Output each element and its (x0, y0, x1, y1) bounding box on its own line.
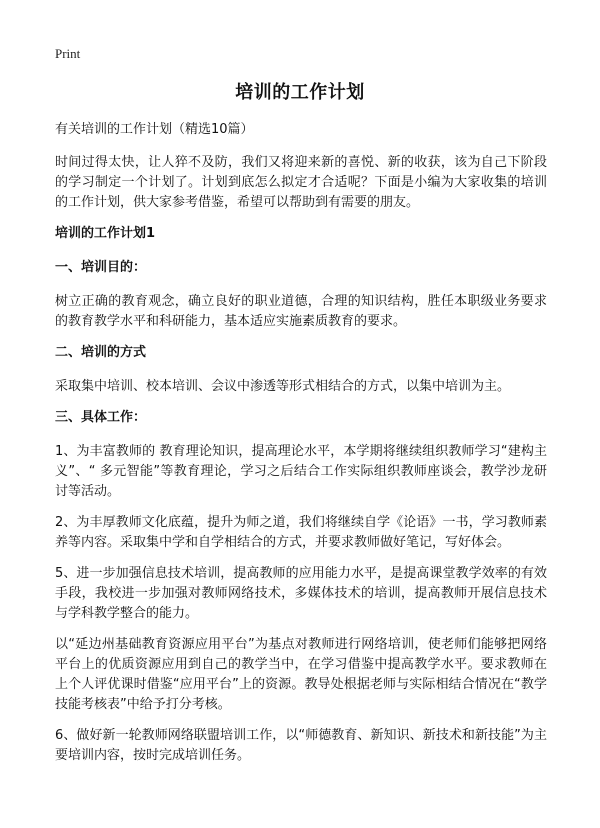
print-link[interactable]: Print (55, 46, 81, 61)
intro-paragraph: 时间过得太快，让人猝不及防，我们又将迎来新的喜悦、新的收获，该为自己下阶段的学习制定一个计划了。计划到底怎么拟定才合适呢？下面是小编为大家收集的培训的工作计划，供大家参考借鉴，希望可以帮助到有需要的朋友。 (55, 155, 547, 210)
work-item-6: 6、做好新一轮教师网络联盟培训工作，以“师德教育、新知识、新技术和新技能”为主要培训内容，按时完成培训任务。 (55, 728, 547, 763)
method-paragraph: 采取集中培训、校本培训、会议中渗透等形式相结合的方式，以集中培训为主。 (55, 379, 511, 394)
method-heading: 二、培训的方式 (55, 345, 147, 360)
work-item-5: 5、进一步加强信息技术培训，提高教师的应用能力水平，是提高课堂教学效率的有效手段，我校进一步加强对教师网络技术，多媒体技术的培训，提高教师开展信息技术与学科教学整合的能力。 (55, 566, 547, 621)
work-item-1: 1、为丰富教师的 教育理论知识，提高理论水平，本学期将继续组织教师学习“建构主义”、“ 多元智能”等教育理论，学习之后结合工作实际组织教师座谈会，教学沙龙研讨等活动。 (55, 444, 547, 499)
plan-heading: 培训的工作计划1 (55, 226, 156, 241)
document-body (55, 120, 547, 777)
work-item-2: 2、为丰厚教师文化底蕴，提升为师之道，我们将继续自学《论语》一书，学习教师素养等内容。采取集中学和自学相结合的方式，并要求教师做好笔记，写好体会。 (55, 515, 547, 550)
purpose-heading: 一、培训目的： (55, 260, 147, 275)
work-heading: 三、具体工作： (55, 410, 147, 425)
page-title: 培训的工作计划 (235, 82, 365, 103)
purpose-paragraph: 树立正确的教育观念，确立良好的职业道德，合理的知识结构，胜任本职级业务要求的教育教学水平和科研能力，基本适应实施素质教育的要求。 (55, 294, 547, 329)
work-item-platform: 以“延边州基础教育资源应用平台”为基点对教师进行网络培训，使老师们能够把网络平台上的优质资源应用到自己的教学当中，在学习借鉴中提高教学水平。要求教师在上个人评优课时借鉴“应用平台”上的资源。教导处根据老师与实际相结合情况在“教学技能考核表”中给予打分考核。 (55, 637, 547, 712)
document-subtitle: 有关培训的工作计划（精选10篇） (55, 122, 254, 137)
